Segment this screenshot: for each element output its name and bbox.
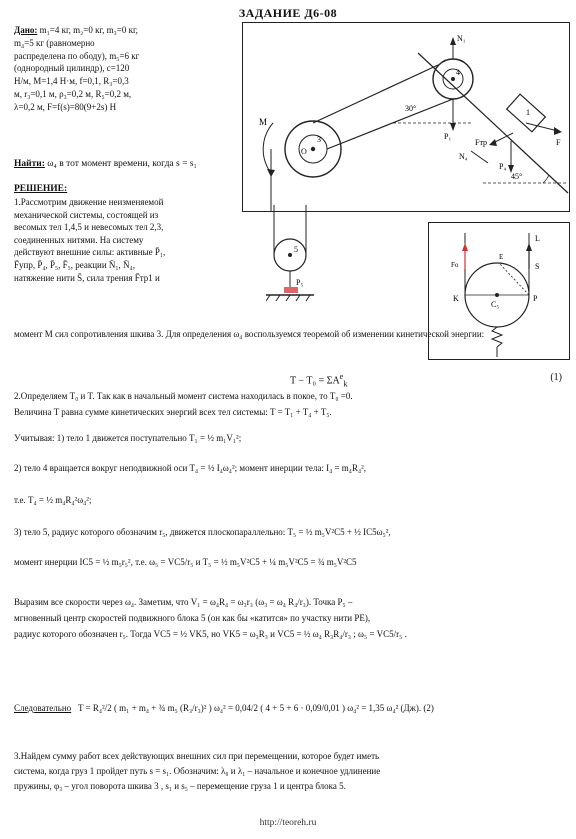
given-line: (однородный цилиндр), с=120 [14,63,130,74]
p1-label: P₁ [444,132,452,141]
equation-text: T − T₀ = ΣA [290,375,340,387]
equation-sup: e [339,372,344,381]
page-title: ЗАДАНИЕ Д6-08 [238,6,338,20]
kinetic-energy-equation [290,372,348,388]
p4-label: P₄ [499,162,507,171]
pulley4-label: 4 [456,68,460,77]
equation-number: (1) [550,372,562,383]
solution-line: F̄упр, P̄₄, P̄₅, F̄₅, реакции N̄₁, N̄₄, [14,259,135,270]
solution-step1 [14,196,240,284]
o-label: O [301,147,307,156]
step2-line: Величина T равна сумме кинетических энергий всех тел системы: T = T₁ + T₄ + T₅. [14,407,332,417]
moment-paragraph: момент M сил сопротивления шкива 3. Для определения ω₄ воспользуемся теоремой об изменении кинетической энергии: [14,329,485,339]
step4-line: система, когда груз 1 пройдет путь s = s₁. Обозначим: λ₀ и λ₁ – начальное и конечное удлинение [14,766,381,776]
n1-label: N₁ [457,34,466,43]
friction-label: Fтр [475,138,488,147]
moment-label: M [259,117,268,127]
given-line: λ=0,2 м, F=f(s)=80(9+2s) Н [14,101,117,112]
mechanism-figure [242,22,570,212]
solution-line: 1.Рассмотрим движение неизменяемой [14,197,164,207]
inset-l-label: L [535,234,540,243]
inset-p-label: P [533,294,538,303]
inset-fo-label: Fо [451,261,459,269]
step4-line: пружины, φ₃ – угол поворота шкива 3 , s₁ и s₅ – перемещение груза 1 и центра блока 5. [14,781,346,791]
find-label: Найти: [14,159,45,169]
angle45-label: 45° [511,172,523,181]
solution-line: весомых тел 1,4,5 и невесомых тел 2,3, [14,222,164,233]
step4-line: 3.Найдем сумму работ всех действующих внешних сил при перемещении, которое будет иметь [14,751,380,761]
angle30-label: 30° [405,104,417,113]
solution-line: действуют внешние силы: активные P̄₁, [14,247,166,258]
load1-label: 1 [526,108,530,117]
inset-s-label: S [535,262,540,271]
inset-k-label: K [453,294,459,303]
equation-sub: k [343,379,348,389]
pulley3-label: 3 [317,135,321,144]
step2-line: т.е. T₄ = ½ m₄R₄²ω₄²; [14,495,92,505]
step2-line: 3) тело 5, радиус которого обозначим r₅, движется плоскопараллельно: T₅ = ½ m₅V²C5 + ½ IC5ω₅², [14,527,391,537]
inset-c5-label: C₅ [491,300,500,309]
find-text: ω₄ в тот момент времени, когда s = s₁ [47,159,197,169]
solution-line: натяжение нити S̄, сила трения F̄тр1 и [14,272,160,283]
inset-e-label: E [499,253,504,261]
step3-line: мгновенный центр скоростей подвижного блока 5 (он как бы «катится» по участку нити PE), [14,613,371,623]
result-formula: T = R₄²/2 ( m₁ + m₄ + ¾ m₅ (R₃/r₃)² ) ω₄² = 0,04/2 ( 4 + 5 + 6 · 0,09/0,01 ) ω₄² = 1,35 ω₄² (Дж). (2) [77,703,434,713]
force-f-label: F [556,138,561,147]
footer-link[interactable]: http://teoreh.ru [259,818,317,828]
find-block [14,158,240,171]
step3-line: радиус которого обозначен r₅. Тогда VC5 = ½ VK5, но VK5 = ω₃R₃ и VC5 = ½ ω₄ R₃R₄/r₃ ; ω₅ = VC5/r₅ . [14,629,407,639]
given-line: распределена по ободу), m₅=6 кг [14,50,140,61]
result-label: Следовательно [14,703,72,713]
solution-line: соединенных нитями. На систему [14,234,144,245]
given-line: m₄=5 кг (равномерно [14,37,95,48]
step2-line: 2) тело 4 вращается вокруг неподвижной оси T₄ = ½ I₄ω₄²; момент инерции тела: I₄ = m₄R₄², [14,463,367,473]
given-line: Н/м, M=1,4 Н·м, f=0,1, R₃=0,3 [14,76,129,87]
given-block [14,24,240,114]
given-line: м, r₃=0,1 м, ρ₃=0,2 м, R₅=0,2 м, [14,88,132,99]
result-line [14,702,570,715]
given-line: m₁=4 кг, m₂=0 кг, m₃=0 кг, [39,25,138,35]
given-label: Дано: [14,25,38,35]
solution-heading: РЕШЕНИЕ: [14,184,68,194]
step2-line: 2.Определяем T₀ и T. Так как в начальный момент система находилась в покое, то T₀ =0. [14,391,353,401]
block5-label: 5 [294,245,298,254]
solution-line: механической системы, состоящей из [14,209,159,220]
p5-label: P₅ [296,278,304,287]
step2-line: Учитывая: 1) тело 1 движется поступательно T₁ = ½ m₁V₁²; [14,433,242,443]
mechanism-diagram [243,23,569,211]
step3-line: Выразим все скорости через ω₄. Заметим, что V₁ = ω₄R₄ = ω₃r₃ (ω₃ = ω₄ R₄/r₃). Точка P₅ – [14,597,353,607]
block5-diagram [266,205,316,315]
n4-label: N₄ [459,152,468,161]
step2-line: момент инерции IC5 = ½ m₅r₅², т.е. ω₅ = VC5/r₅ и T₅ = ½ m₅V²C5 + ¼ m₅V²C5 = ¾ m₅V²C5 [14,557,357,567]
